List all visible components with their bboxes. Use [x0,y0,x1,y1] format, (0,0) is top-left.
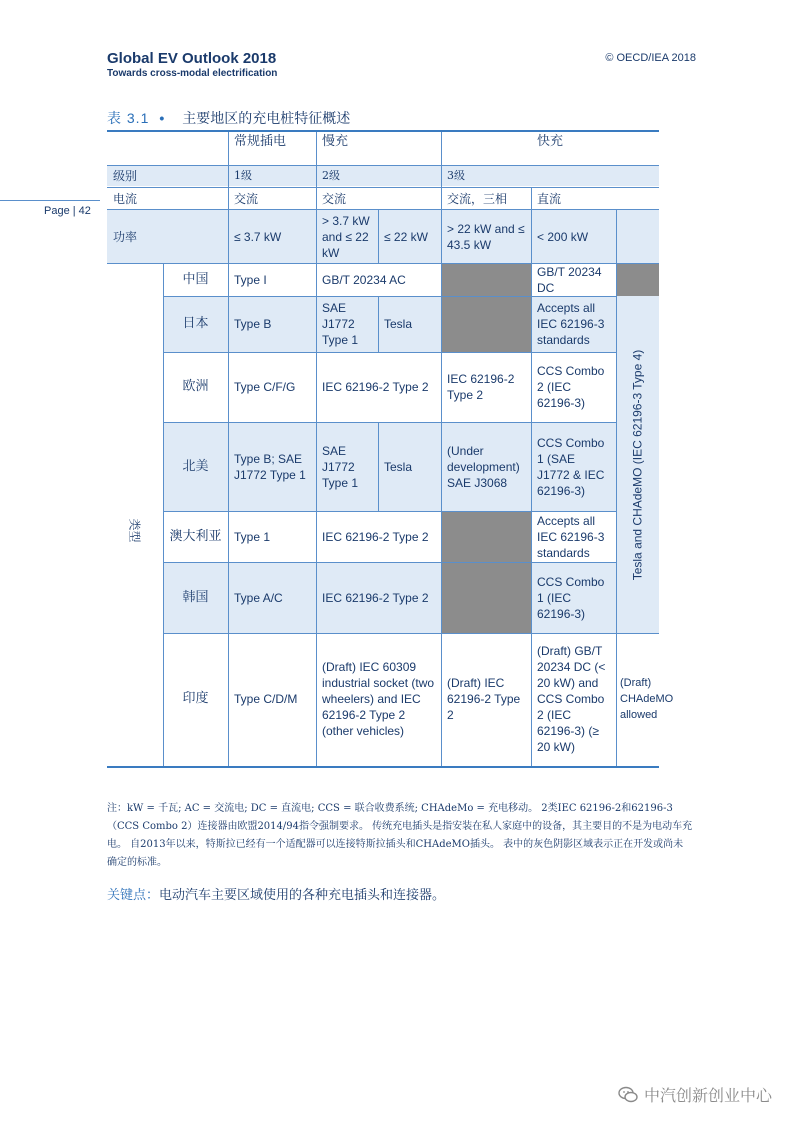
country-india: 印度 [182,691,209,706]
europe-normal: Type C/F/G [234,380,296,394]
australia-normal: Type 1 [234,529,271,544]
na-normal: Type B; SAE J1772 Type 1 [234,451,306,482]
japan-slow-b: Tesla [384,317,413,331]
grid-line [616,210,617,766]
country-korea: 韩国 [182,589,209,605]
grey-cell-china-extra [616,263,659,296]
table-note: 注：kW = 千瓦; AC = 交流电; DC = 直流电; CCS = 联合收费系统; CHAdeMo = 充电移动。 2类IEC 62196-2和62196-3（CCS Combo 2）连接器由欧盟2014/94指令强制要求。 传统充电插头是指安装在私人家庭中的设备，其主要目的不是为电动车充电。 自2013年以来，特斯拉已经有一个适配器可以连接特斯拉插头和CHAdeMO插头。 表中的灰色阴影区域表示正在开发或尚未确定的标准。 [107,803,693,868]
key-point [107,884,445,903]
type-axis-label: 类型 [127,517,142,543]
country-north-america: 北美 [182,458,209,474]
level-2: 2级 [322,169,340,182]
country-australia: 澳大利亚 [169,528,222,544]
tesla-chademo-label: Tesla and CHAdeMO (IEC 62196-3 Type 4) [630,349,645,580]
side-rule [0,200,100,201]
table-title [107,108,350,128]
page-number: Page | 42 [44,205,91,217]
col-header-slow: 慢充 [322,134,349,149]
current-dc: 直流 [537,192,562,206]
title-bullet: • [159,110,165,126]
grid-line [163,511,616,512]
europe-dc: CCS Combo 2 (IEC 62196-3) [537,364,605,410]
japan-dc: Accepts all IEC 62196-3 standards [537,301,605,347]
india-ac3: (Draft) IEC 62196-2 Type 2 [447,676,521,722]
power-ac3: > 22 kW and ≤ 43.5 kW [447,221,525,252]
key-point-label: 关键点： [107,887,160,902]
korea-dc: CCS Combo 1 (IEC 62196-3) [537,574,605,621]
japan-slow-a: SAE J1772 Type 1 [322,301,359,347]
grid-line [163,263,164,766]
country-china: 中国 [182,271,209,287]
report-title: Global EV Outlook 2018 [107,50,277,67]
table-bottom-rule [107,766,659,768]
australia-slow: IEC 62196-2 Type 2 [322,529,429,544]
grid-line [441,132,442,766]
grid-line [163,633,659,634]
copyright: © OECD/IEA 2018 [605,52,696,64]
country-europe: 欧洲 [182,379,209,394]
current-ac-slow: 交流 [322,192,347,206]
report-subtitle: Towards cross-modal electrification [107,68,278,79]
japan-normal: Type B [234,317,272,331]
country-japan: 日本 [182,316,209,331]
power-dc: < 200 kW [537,229,589,244]
grid-line [163,296,616,297]
grid-line [107,187,659,188]
india-normal: Type C/D/M [234,692,298,706]
china-slow: GB/T 20234 AC [322,272,406,287]
india-slow: (Draft) IEC 60309 industrial socket (two wheelers) and IEC 62196-2 Type 2 (other vehicles) [322,660,435,738]
korea-normal: Type A/C [234,590,283,605]
level-3: 3级 [447,169,465,182]
grey-cell-korea [441,562,531,633]
watermark [618,1083,772,1106]
grid-line [316,132,317,766]
australia-dc: Accepts all IEC 62196-3 standards [537,513,605,560]
tesla-chademo-cell [616,296,659,633]
na-ac3: (Under development) SAE J3068 [447,443,520,490]
current-ac-normal: 交流 [234,192,259,206]
current-ac-3phase: 交流，三相 [447,192,508,206]
col-header-normal: 常规插电 [234,134,287,149]
grid-line [378,210,379,263]
power-slow-b: ≤ 22 kW [384,229,428,244]
india-dc: (Draft) GB/T 20234 DC (< 20 kW) and CCS Combo 2 (IEC 62196-3) (≥ 20 kW) [537,644,606,754]
grid-line [107,209,659,210]
power-label: 功率 [113,229,138,244]
current-label: 电流 [113,192,138,206]
na-dc: CCS Combo 1 (SAE J1772 & IEC 62196-3) [537,435,605,498]
key-point-text: 电动汽车主要区域使用的各种充电插头和连接器。 [159,887,446,902]
grid-line [107,165,659,166]
grid-line [163,562,616,563]
table-number: 表 3.1 [107,110,150,126]
grey-cell-australia [441,511,531,562]
china-normal: Type I [234,272,267,287]
power-slow-a: > 3.7 kW and ≤ 22 kW [322,213,370,260]
grid-line [163,352,616,353]
level-1: 1级 [234,169,252,182]
col-header-fast: 快充 [536,134,563,149]
grid-line [163,422,616,423]
grey-cell-china-japan [441,263,531,352]
grid-line [531,187,532,766]
table-caption: 主要地区的充电桩特征概述 [182,110,351,126]
power-normal: ≤ 3.7 kW [234,229,282,244]
grid-line [107,263,659,264]
korea-slow: IEC 62196-2 Type 2 [322,590,429,605]
grid-line [378,296,379,352]
grid-line [378,422,379,511]
wechat-icon [618,1086,638,1104]
europe-slow: IEC 62196-2 Type 2 [322,380,429,394]
india-extra: (Draft) CHAdeMO allowed [620,677,674,721]
watermark-text: 中汽创新创业中心 [643,1088,772,1105]
level-label: 级别 [113,169,138,183]
china-dc: GB/T 20234 DC [537,264,602,295]
grid-line [228,132,229,766]
na-slow-a: SAE J1772 Type 1 [322,443,359,490]
na-slow-b: Tesla [384,459,413,474]
europe-ac3: IEC 62196-2 Type 2 [447,372,515,402]
